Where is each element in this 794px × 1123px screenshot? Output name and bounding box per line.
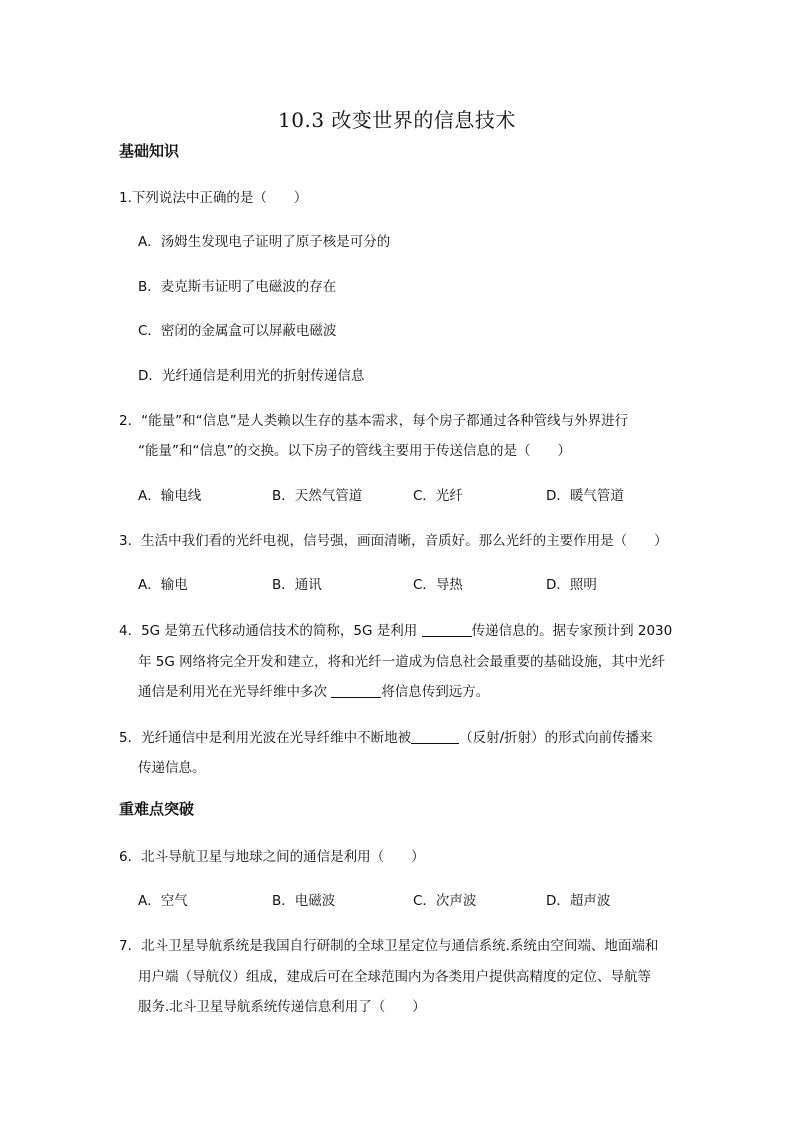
question-5-line1: [119, 728, 653, 748]
question-5-line1-start: 5．光纤通信中是利用光波在光导纤维中不断地被: [119, 730, 412, 746]
question-2-option-c: C．光纤: [413, 488, 463, 504]
question-4-line1-start: 4．5G 是第五代移动通信技术的简称，5G 是利用: [119, 623, 422, 639]
question-2-option-b: B．天然气管道: [272, 488, 363, 504]
question-2-option-a: A．输电线: [138, 488, 202, 504]
answer-blank-1[interactable]: [422, 622, 472, 637]
question-6-stem: 6．北斗导航卫星与地球之间的通信是利用（ ）: [119, 849, 425, 865]
question-4-line3: [138, 682, 489, 702]
question-3-stem: 3．生活中我们看的光纤电视，信号强，画面清晰，音质好。那么光纤的主要作用是（ ）: [119, 533, 668, 549]
answer-blank-2[interactable]: [331, 683, 381, 698]
question-4-line3-start: 通信是利用光在光导纤维中多次: [138, 684, 332, 700]
question-7-line1: 7．北斗卫星导航系统是我国自行研制的全球卫星定位与通信系统.系统由空间端、地面端和: [119, 938, 659, 954]
question-7-line3: 服务.北斗卫星导航系统传递信息利用了（ ）: [138, 999, 426, 1015]
question-5-line1-end: （反射/折射）的形式向前传播来: [459, 730, 653, 746]
question-6-option-d: D．超声波: [546, 893, 611, 909]
page-title: 10.3 改变世界的信息技术: [278, 108, 516, 132]
question-4-line2: 年 5G 网络将完全开发和建立，将和光纤一道成为信息社会最重要的基础设施，其中光纤: [138, 654, 666, 670]
section-heading-basic: 基础知识: [119, 142, 180, 160]
question-3-option-c: C．导热: [413, 577, 463, 593]
question-6-option-b: B．电磁波: [272, 893, 336, 909]
section-heading-key: 重难点突破: [119, 800, 195, 818]
question-1-option-a: A．汤姆生发现电子证明了原子核是可分的: [138, 234, 391, 250]
question-3-option-d: D．照明: [546, 577, 597, 593]
question-7-line2: 用户端（导航仪）组成，建成后可在全球范围内为各类用户提供高精度的定位、导航等: [138, 969, 651, 985]
question-4-line1-end: 传递信息的。据专家预计到 2030: [471, 623, 673, 639]
question-4-line1: [119, 621, 672, 641]
question-4-line3-end: 将信息传到远方。: [381, 684, 490, 700]
question-1-option-d: D．光纤通信是利用光的折射传递信息: [138, 368, 365, 384]
question-3-option-a: A．输电: [138, 577, 188, 593]
question-1-stem: 1.下列说法中正确的是（ ）: [119, 190, 308, 206]
question-2-stem-line2: “能量”和“信息”的交换。以下房子的管线主要用于传送信息的是（ ）: [138, 443, 571, 459]
question-1-option-c: C．密闭的金属盒可以屏蔽电磁波: [138, 323, 337, 339]
question-6-option-c: C．次声波: [413, 893, 477, 909]
question-2-stem-line1: 2．“能量”和“信息”是人类赖以生存的基本需求，每个房子都通过各种管线与外界进行: [119, 413, 629, 429]
question-2-option-d: D．暖气管道: [546, 488, 624, 504]
answer-blank-3[interactable]: [411, 729, 459, 744]
question-1-option-b: B．麦克斯韦证明了电磁波的存在: [138, 279, 337, 295]
question-5-line2: 传递信息。: [138, 760, 206, 776]
question-6-option-a: A．空气: [138, 893, 188, 909]
question-3-option-b: B．通讯: [272, 577, 322, 593]
